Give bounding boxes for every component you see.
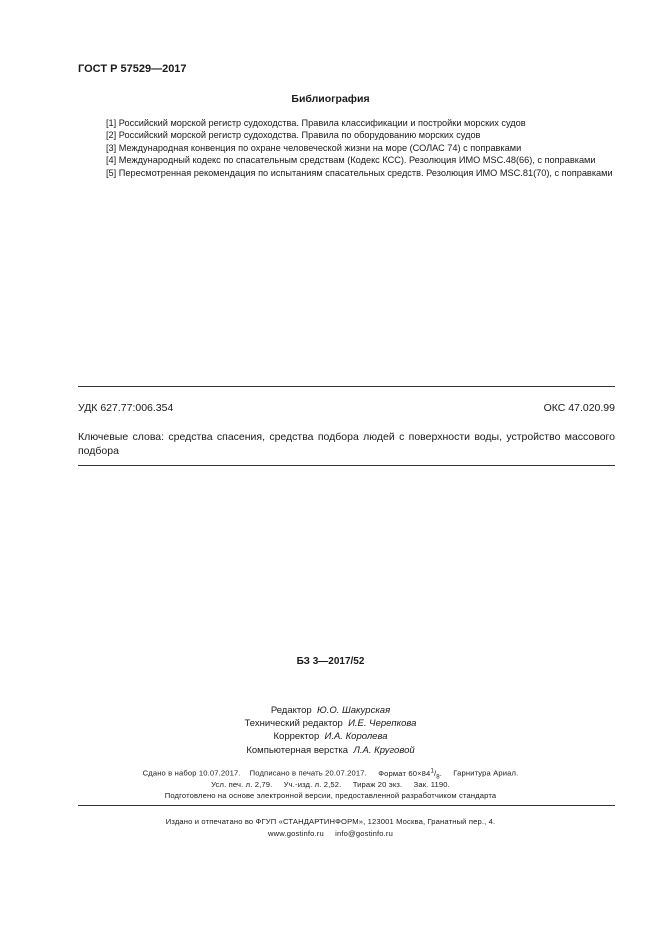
sent-to-print: Сдано в набор 10.07.2017. [142,768,241,778]
circulation: Тираж 20 экз. [352,780,403,789]
bz-code: БЗ 3—2017/52 [296,656,365,667]
format: Формат $60\times 84^1/_8$. [378,768,442,781]
credit-role: Компьютерная верстка [246,744,349,756]
email-link[interactable]: info@gostinfo.ru [335,829,393,838]
credit-name: И.А. Королева [324,731,388,743]
typeface: Гарнитура Ариал. [453,768,519,778]
divider [78,465,615,466]
oks-code: ОКС 47.020.99 [543,402,615,414]
bibliography-title: Библиография [291,93,370,105]
divider [78,805,615,806]
credit-name: Ю.О. Шакурская [317,705,391,716]
udk-code: УДК 627.77:006.354 [78,402,174,414]
credit-tech-editor [0,717,661,730]
credit-editor [0,704,661,717]
credit-role: Редактор [270,705,312,716]
keywords: Ключевые слова: средства спасения, средства подбора людей с поверхности воды, устройство массового подбора [78,431,615,457]
prepared-note: Подготовлено на основе электронной версии, предоставленной разработчиком стандарта [164,791,497,800]
print-sheets: Усл. печ. л. 2,79. [211,780,273,789]
bibliography-list [78,117,615,179]
website-link[interactable]: www.gostinfo.ru [268,829,324,838]
standard-code: ГОСТ Р 57529—2017 [78,63,187,75]
publisher-sheets: Уч.-изд. л. 2,52. [283,780,342,789]
order-number: Зак. 1190. [413,780,450,789]
reference-item: [3] Международная конвенция по охране человеческой жизни на море (СОЛАС 74) с поправками [106,142,522,153]
credit-corrector [0,730,661,743]
credit-name: Л.А. Круговой [353,744,415,756]
credits-block [0,704,661,757]
credit-name: И.Е. Черепкова [348,718,417,730]
credit-layout [0,744,661,757]
reference-item: [5] Пересмотренная рекомендация по испытаниям спасательных средств. Резолюция ИМО MSC.81(70), с поправками [106,167,613,178]
divider [78,386,615,387]
credit-role: Корректор [273,731,320,743]
credit-role: Технический редактор [244,718,343,730]
reference-item: [1] Российский морской регистр судоходства. Правила классификации и постройки морских судов [106,118,526,128]
print-details-line-2 [0,780,661,789]
print-details-line-1 [0,768,661,780]
publisher-line: Издано и отпечатано во ФГУП «СТАНДАРТИНФОРМ», 123001 Москва, Гранатный пер., 4. [165,817,496,826]
reference-item: [2] Российский морской регистр судоходства. Правила по оборудованию морских судов [106,130,481,141]
reference-item: [4] Международный кодекс по спасательным средствам (Кодекс КСС). Резолюция ИМО MSC.48(66), с поправками [106,155,596,166]
signed-for-print: Подписано в печать 20.07.2017. [249,768,367,778]
contact-line [0,829,661,838]
